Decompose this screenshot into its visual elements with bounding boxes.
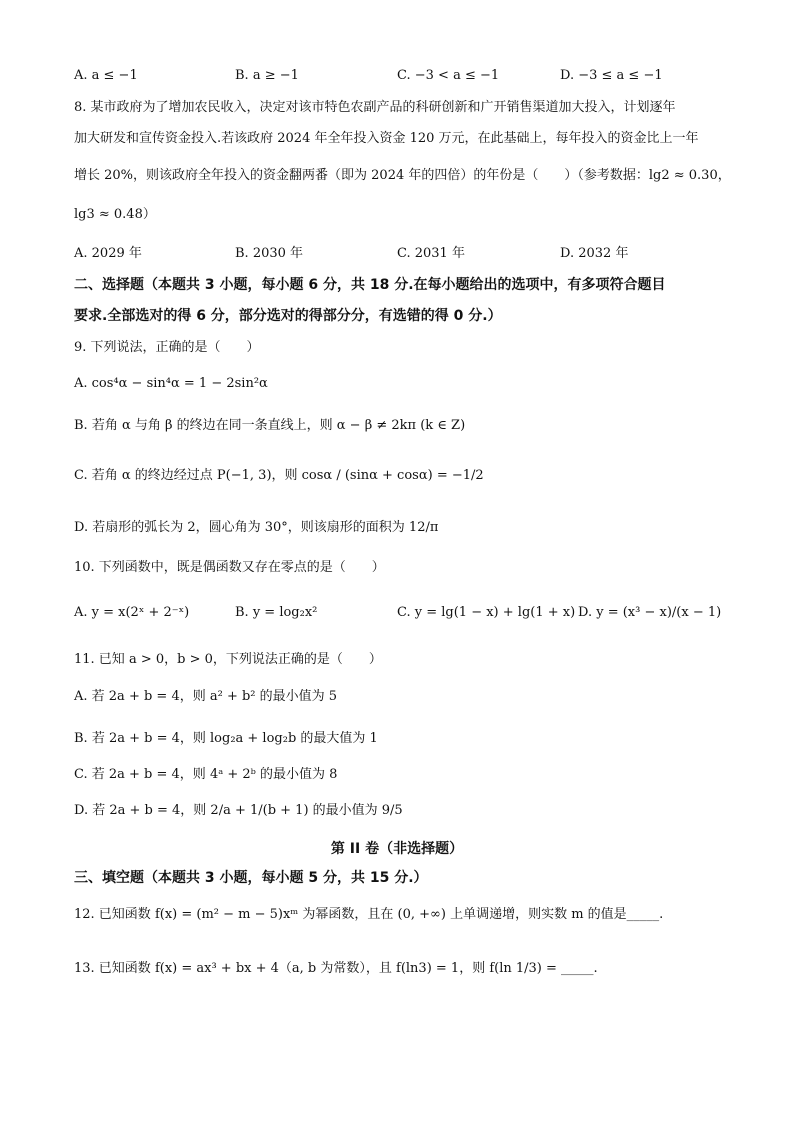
q11-option-d[interactable]: D. 若 2a + b = 4，则 2/a + 1/(b + 1) 的最小值为 9/5 (74, 803, 403, 818)
q10-option-d[interactable]: D. y = (x³ − x)/(x − 1) (578, 605, 722, 620)
q10-option-a[interactable]: A. y = x(2ˣ + 2⁻ˣ) (74, 605, 190, 620)
q7-option-a[interactable]: A. a ≤ −1 (74, 68, 138, 83)
q11-option-b[interactable]: B. 若 2a + b = 4，则 log₂a + log₂b 的最大值为 1 (74, 731, 378, 746)
q7-option-b[interactable]: B. a ≥ −1 (235, 68, 299, 83)
q9-option-a[interactable]: A. cos⁴α − sin⁴α = 1 − 2sin²α (74, 376, 268, 391)
q12-stem: 12. 已知函数 f(x) = (m² − m − 5)xᵐ 为幂函数，且在 (0, +∞) 上单调递增，则实数 m 的值是_____. (74, 907, 664, 922)
q11-option-c[interactable]: C. 若 2a + b = 4，则 4ᵃ + 2ᵇ 的最小值为 8 (74, 767, 338, 782)
q9-option-c[interactable]: C. 若角 α 的终边经过点 P(−1, 3)，则 cosα / (sinα + cosα) = −1/2 (74, 468, 484, 483)
section2-heading-line2: 要求.全部选对的得 6 分，部分选对的得部分分，有选错的得 0 分.） (74, 308, 502, 324)
q9-option-b[interactable]: B. 若角 α 与角 β 的终边在同一条直线上，则 α − β ≠ 2kπ (k ∈ Z) (74, 418, 466, 433)
q8-stem-line1: 8. 某市政府为了增加农民收入，决定对该市特色农副产品的科研创新和广开销售渠道加大投入，计划逐年 (74, 100, 676, 115)
q9-option-d[interactable]: D. 若扇形的弧长为 2，圆心角为 30°，则该扇形的面积为 12/π (74, 520, 439, 535)
part2-title: 第 II 卷（非选择题） (330, 841, 464, 857)
q8-option-b[interactable]: B. 2030 年 (235, 246, 304, 261)
section3-heading: 三、填空题（本题共 3 小题，每小题 5 分，共 15 分.） (74, 870, 428, 886)
q8-option-d[interactable]: D. 2032 年 (560, 246, 629, 261)
q7-option-c[interactable]: C. −3 < a ≤ −1 (397, 68, 500, 83)
q10-option-b[interactable]: B. y = log₂x² (235, 605, 318, 620)
q10-option-c[interactable]: C. y = lg(1 − x) + lg(1 + x) (397, 605, 576, 620)
q8-stem-line3: 增长 20%，则该政府全年投入的资金翻两番（即为 2024 年的四倍）的年份是（ ）（参考数据：lg2 ≈ 0.30， (74, 168, 731, 183)
q7-option-d[interactable]: D. −3 ≤ a ≤ −1 (560, 68, 663, 83)
q13-stem: 13. 已知函数 f(x) = ax³ + bx + 4（a, b 为常数），且 f(ln3) = 1，则 f(ln 1/3) = _____. (74, 961, 598, 976)
q9-stem: 9. 下列说法，正确的是（ ） (74, 340, 260, 355)
section2-heading-line1: 二、选择题（本题共 3 小题，每小题 6 分，共 18 分.在每小题给出的选项中，有多项符合题目 (74, 277, 666, 293)
q11-stem: 11. 已知 a > 0，b > 0，下列说法正确的是（ ） (74, 652, 382, 667)
q8-stem-line2: 加大研发和宣传资金投入.若该政府 2024 年全年投入资金 120 万元，在此基础上，每年投入的资金比上一年 (74, 131, 699, 146)
q8-option-c[interactable]: C. 2031 年 (397, 246, 465, 261)
q8-stem-line4: lg3 ≈ 0.48） (74, 207, 156, 222)
q10-stem: 10. 下列函数中，既是偶函数又存在零点的是（ ） (74, 560, 385, 575)
q8-option-a[interactable]: A. 2029 年 (74, 246, 142, 261)
q11-option-a[interactable]: A. 若 2a + b = 4，则 a² + b² 的最小值为 5 (74, 689, 338, 704)
